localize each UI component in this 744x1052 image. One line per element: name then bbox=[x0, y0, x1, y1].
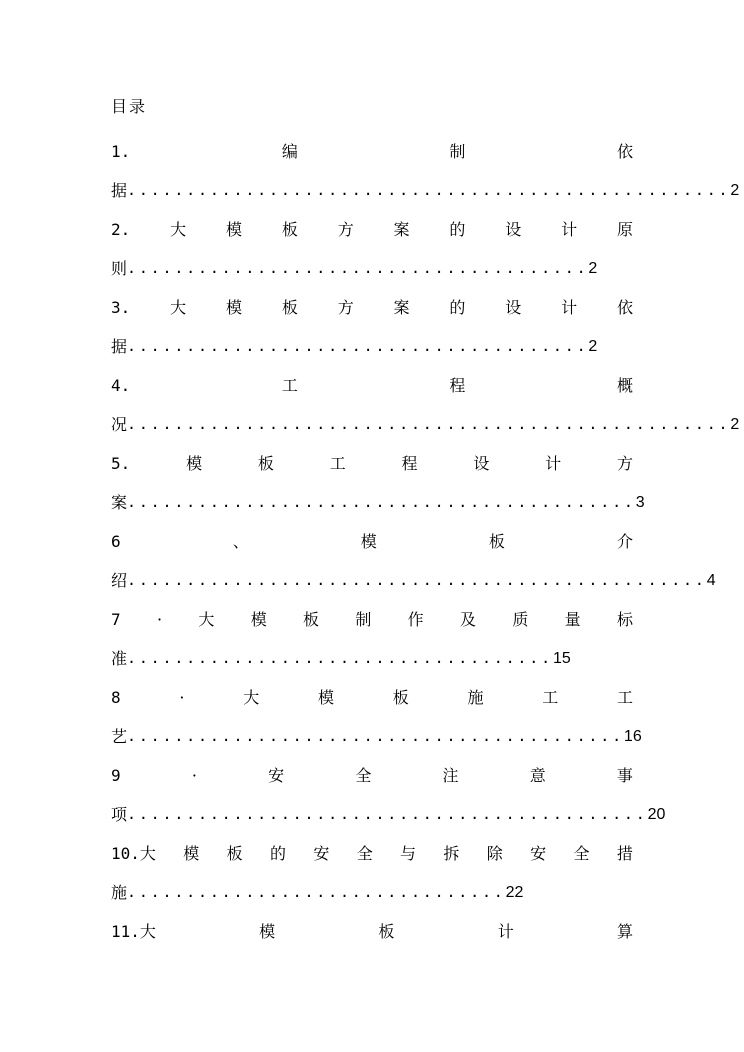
toc-entry-3-token: 板 bbox=[281, 298, 298, 317]
toc-entry-8-page-number: 16 bbox=[623, 728, 642, 745]
toc-entry-5-continuation: 案 bbox=[111, 493, 128, 512]
toc-entry-2-token: 板 bbox=[281, 220, 298, 239]
toc-entry-7-token: 作 bbox=[407, 610, 424, 629]
toc-entry-2-token: 计 bbox=[561, 220, 578, 239]
toc-entry-7-token: 7 bbox=[111, 610, 121, 629]
toc-entry-4-token: 概 bbox=[616, 376, 633, 395]
toc-entry-10-token: 安 bbox=[530, 844, 547, 863]
toc-entry-8-dot-leader: .......................................... bbox=[127, 727, 624, 745]
toc-entry-8-line-1 bbox=[111, 678, 633, 717]
toc-entry-10-token: 安 bbox=[313, 844, 330, 863]
toc-entry-10-token: 措 bbox=[616, 844, 633, 863]
toc-entry-3-line-2[interactable] bbox=[111, 327, 633, 366]
toc-entry-4-page-number: 2 bbox=[730, 416, 740, 433]
toc-entry-10-token: 拆 bbox=[443, 844, 460, 863]
toc-entry-11-token: 板 bbox=[378, 922, 395, 941]
toc-entry-2-token: 2. bbox=[111, 220, 131, 239]
toc-entry-2-token: 原 bbox=[616, 220, 633, 239]
toc-entry-3-token: 方 bbox=[337, 298, 354, 317]
toc-entry-6-token: 、 bbox=[232, 532, 249, 551]
toc-entry-8-line-2[interactable] bbox=[111, 717, 642, 756]
toc-entry-10-token: 除 bbox=[486, 844, 503, 863]
toc-entry-7-token: 大 bbox=[198, 610, 215, 629]
toc-entry-1-token: 1. bbox=[111, 142, 131, 161]
toc-entry-8-token: · bbox=[179, 688, 185, 707]
toc-entry-1-line-2[interactable] bbox=[111, 171, 740, 210]
toc-entry-9-line-2[interactable] bbox=[111, 795, 666, 834]
toc-entry-3-dot-leader: ....................................... bbox=[127, 337, 589, 355]
toc-entry-10-token: 的 bbox=[269, 844, 286, 863]
toc-entry-9-token: 安 bbox=[268, 766, 285, 785]
toc-entry-10-continuation: 施 bbox=[111, 883, 128, 902]
toc-entry-10-line-1 bbox=[111, 834, 633, 873]
toc-entry-2-token: 案 bbox=[393, 220, 410, 239]
toc-entry-10-token: 模 bbox=[183, 844, 200, 863]
toc-entry-9-page-number: 20 bbox=[647, 806, 666, 823]
toc-entry-7-token: 制 bbox=[355, 610, 372, 629]
toc-entry-5-token: 程 bbox=[401, 454, 418, 473]
toc-entry-7-continuation: 准 bbox=[111, 649, 128, 668]
toc-entry-6-page-number: 4 bbox=[706, 572, 716, 589]
toc-entry-10-dot-leader: ................................ bbox=[127, 883, 506, 901]
toc-entry-3-token: 的 bbox=[449, 298, 466, 317]
toc-entry-8-token: 模 bbox=[317, 688, 334, 707]
toc-entry-7-token: 模 bbox=[250, 610, 267, 629]
toc-entry-4-token: 程 bbox=[449, 376, 466, 395]
toc-entry-3-token: 3. bbox=[111, 298, 131, 317]
toc-entry-1-page-number: 2 bbox=[730, 182, 740, 199]
toc-entry-5-token: 计 bbox=[545, 454, 562, 473]
toc-entry-7-token: 板 bbox=[303, 610, 320, 629]
toc-entry-8-token: 工 bbox=[542, 688, 559, 707]
toc-entry-3-page-number: 2 bbox=[588, 338, 598, 355]
toc-entry-1-line-1 bbox=[111, 132, 633, 171]
toc-entry-10-line-2[interactable] bbox=[111, 873, 633, 912]
toc-entry-7-token: 标 bbox=[616, 610, 633, 629]
toc-entry-7-line-1 bbox=[111, 600, 633, 639]
toc-entry-8-continuation: 艺 bbox=[111, 727, 128, 746]
toc-entry-5-token: 5. bbox=[111, 454, 131, 473]
toc-entry-3-line-1 bbox=[111, 288, 633, 327]
toc-entry-5-token: 方 bbox=[616, 454, 633, 473]
toc-entry-7-page-number: 15 bbox=[552, 650, 571, 667]
toc-entry-6-token: 介 bbox=[616, 532, 633, 551]
toc-entry-6-token: 板 bbox=[488, 532, 505, 551]
toc-entry-4-continuation: 况 bbox=[111, 415, 128, 434]
toc-entry-1-dot-leader: ................................................... bbox=[127, 181, 731, 199]
toc-entry-9-token: 9 bbox=[111, 766, 121, 785]
toc-entry-9-continuation: 项 bbox=[111, 805, 128, 824]
toc-entry-1-token: 编 bbox=[281, 142, 298, 161]
toc-entry-2-token: 模 bbox=[225, 220, 242, 239]
toc-entry-1-continuation: 据 bbox=[111, 181, 128, 200]
toc-entry-10-token: 全 bbox=[573, 844, 590, 863]
toc-entry-6-token: 6 bbox=[111, 532, 121, 551]
toc-entry-2-dot-leader: ....................................... bbox=[127, 259, 589, 277]
toc-entry-1-token: 依 bbox=[616, 142, 633, 161]
toc-entry-6-continuation: 绍 bbox=[111, 571, 128, 590]
toc-entry-7-token: 及 bbox=[460, 610, 477, 629]
toc-entry-6-token: 模 bbox=[360, 532, 377, 551]
toc-entry-9-dot-leader: ............................................ bbox=[127, 805, 648, 823]
toc-entry-2-line-1 bbox=[111, 210, 633, 249]
toc-entry-10-token: 全 bbox=[356, 844, 373, 863]
toc-entry-2-page-number: 2 bbox=[588, 260, 598, 277]
toc-entry-3-token: 依 bbox=[616, 298, 633, 317]
toc-entry-11-token: 11.大 bbox=[111, 922, 156, 941]
toc-entry-2-continuation: 则 bbox=[111, 259, 128, 278]
toc-entry-10-token: 板 bbox=[226, 844, 243, 863]
toc-entry-9-token: · bbox=[191, 766, 197, 785]
toc-entry-5-dot-leader: ........................................... bbox=[127, 493, 636, 511]
toc-entry-8-token: 板 bbox=[392, 688, 409, 707]
toc-entry-4-token: 4. bbox=[111, 376, 131, 395]
toc-entry-9-token: 意 bbox=[529, 766, 546, 785]
toc-entry-10-page-number: 22 bbox=[505, 884, 524, 901]
toc-entry-11-token: 计 bbox=[497, 922, 514, 941]
toc-entry-7-dot-leader: .................................... bbox=[127, 649, 553, 667]
toc-entry-5-page-number: 3 bbox=[635, 494, 645, 511]
toc-entry-6-dot-leader: ................................................. bbox=[127, 571, 707, 589]
toc-entry-5-token: 设 bbox=[473, 454, 490, 473]
toc-entry-2-token: 大 bbox=[170, 220, 187, 239]
toc-entry-11-token: 模 bbox=[259, 922, 276, 941]
toc-entry-5-token: 模 bbox=[186, 454, 203, 473]
toc-entry-10-token: 10.大 bbox=[111, 844, 156, 863]
toc-entry-5-token: 工 bbox=[329, 454, 346, 473]
toc-entry-5-token: 板 bbox=[257, 454, 274, 473]
toc-title: 目录 bbox=[111, 97, 148, 116]
toc-entry-4-line-1 bbox=[111, 366, 633, 405]
toc-entry-5-line-1 bbox=[111, 444, 633, 483]
table-of-contents bbox=[111, 132, 740, 951]
toc-entry-8-token: 施 bbox=[467, 688, 484, 707]
toc-entry-2-token: 的 bbox=[449, 220, 466, 239]
toc-entry-3-continuation: 据 bbox=[111, 337, 128, 356]
toc-entry-6-line-2[interactable] bbox=[111, 561, 716, 600]
toc-entry-3-token: 案 bbox=[393, 298, 410, 317]
toc-entry-2-token: 设 bbox=[505, 220, 522, 239]
toc-entry-9-token: 注 bbox=[442, 766, 459, 785]
toc-entry-11-line-1 bbox=[111, 912, 633, 951]
toc-entry-9-token: 全 bbox=[355, 766, 372, 785]
toc-entry-1-token: 制 bbox=[449, 142, 466, 161]
toc-entry-9-line-1 bbox=[111, 756, 633, 795]
toc-entry-5-line-2[interactable] bbox=[111, 483, 645, 522]
toc-entry-4-line-2[interactable] bbox=[111, 405, 740, 444]
toc-entry-7-line-2[interactable] bbox=[111, 639, 633, 678]
toc-entry-8-token: 8 bbox=[111, 688, 121, 707]
toc-entry-11-token: 算 bbox=[616, 922, 633, 941]
toc-entry-8-token: 工 bbox=[616, 688, 633, 707]
toc-entry-9-token: 事 bbox=[616, 766, 633, 785]
toc-entry-4-dot-leader: ................................................... bbox=[127, 415, 731, 433]
toc-entry-2-token: 方 bbox=[337, 220, 354, 239]
toc-entry-7-token: · bbox=[156, 610, 163, 629]
toc-entry-4-token: 工 bbox=[281, 376, 298, 395]
toc-entry-3-token: 模 bbox=[225, 298, 242, 317]
toc-entry-2-line-2[interactable] bbox=[111, 249, 633, 288]
toc-entry-3-token: 计 bbox=[561, 298, 578, 317]
toc-entry-3-token: 大 bbox=[170, 298, 187, 317]
toc-entry-7-token: 量 bbox=[564, 610, 581, 629]
toc-entry-8-token: 大 bbox=[243, 688, 260, 707]
toc-entry-10-token: 与 bbox=[400, 844, 417, 863]
toc-entry-7-token: 质 bbox=[512, 610, 529, 629]
toc-entry-6-line-1 bbox=[111, 522, 633, 561]
toc-entry-3-token: 设 bbox=[505, 298, 522, 317]
